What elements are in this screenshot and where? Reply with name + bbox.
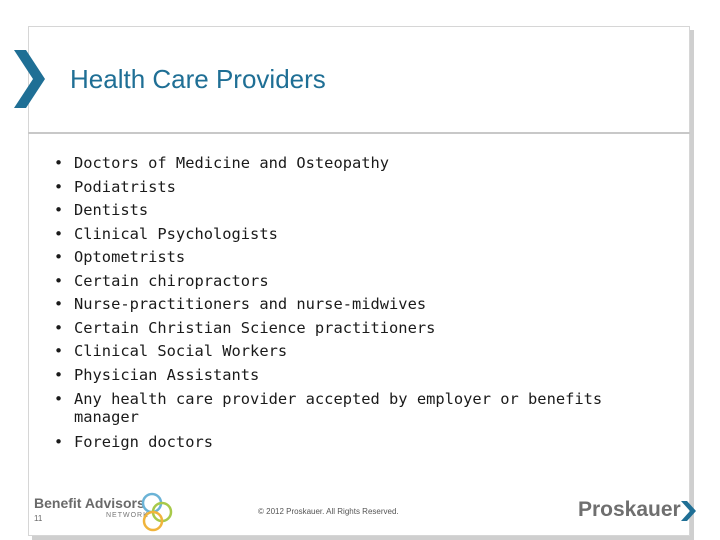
provider-list: [50, 152, 650, 455]
proskauer-logo: Proskauer: [578, 498, 681, 521]
list-item: • Physician Assistants: [50, 364, 650, 388]
list-item: • Any health care provider accepted by employer or benefits manager: [50, 390, 650, 426]
list-item: • Clinical Psychologists: [50, 223, 650, 247]
list-item: • Clinical Social Workers: [50, 340, 650, 364]
page-number: 11: [34, 514, 43, 523]
list-item: • Doctors of Medicine and Osteopathy: [50, 152, 650, 176]
copyright-text: © 2012 Proskauer. All Rights Reserved.: [258, 507, 399, 516]
title-divider: [28, 132, 690, 134]
list-item: • Certain chiropractors: [50, 270, 650, 294]
page-title: Health Care Providers: [70, 64, 326, 94]
logo-name: Benefit Advisors: [34, 495, 145, 511]
network-circles-icon: [140, 490, 174, 534]
brand-chevron-icon: [680, 500, 698, 522]
list-item: • Dentists: [50, 199, 650, 223]
list-item: • Certain Christian Science practitioners: [50, 317, 650, 341]
chevron-icon: [12, 48, 48, 110]
list-item: • Foreign doctors: [50, 431, 650, 455]
list-item: • Nurse-practitioners and nurse-midwives: [50, 293, 650, 317]
logo-subtitle: NETWORK: [106, 512, 149, 519]
list-item: • Podiatrists: [50, 176, 650, 200]
list-item: • Optometrists: [50, 246, 650, 270]
